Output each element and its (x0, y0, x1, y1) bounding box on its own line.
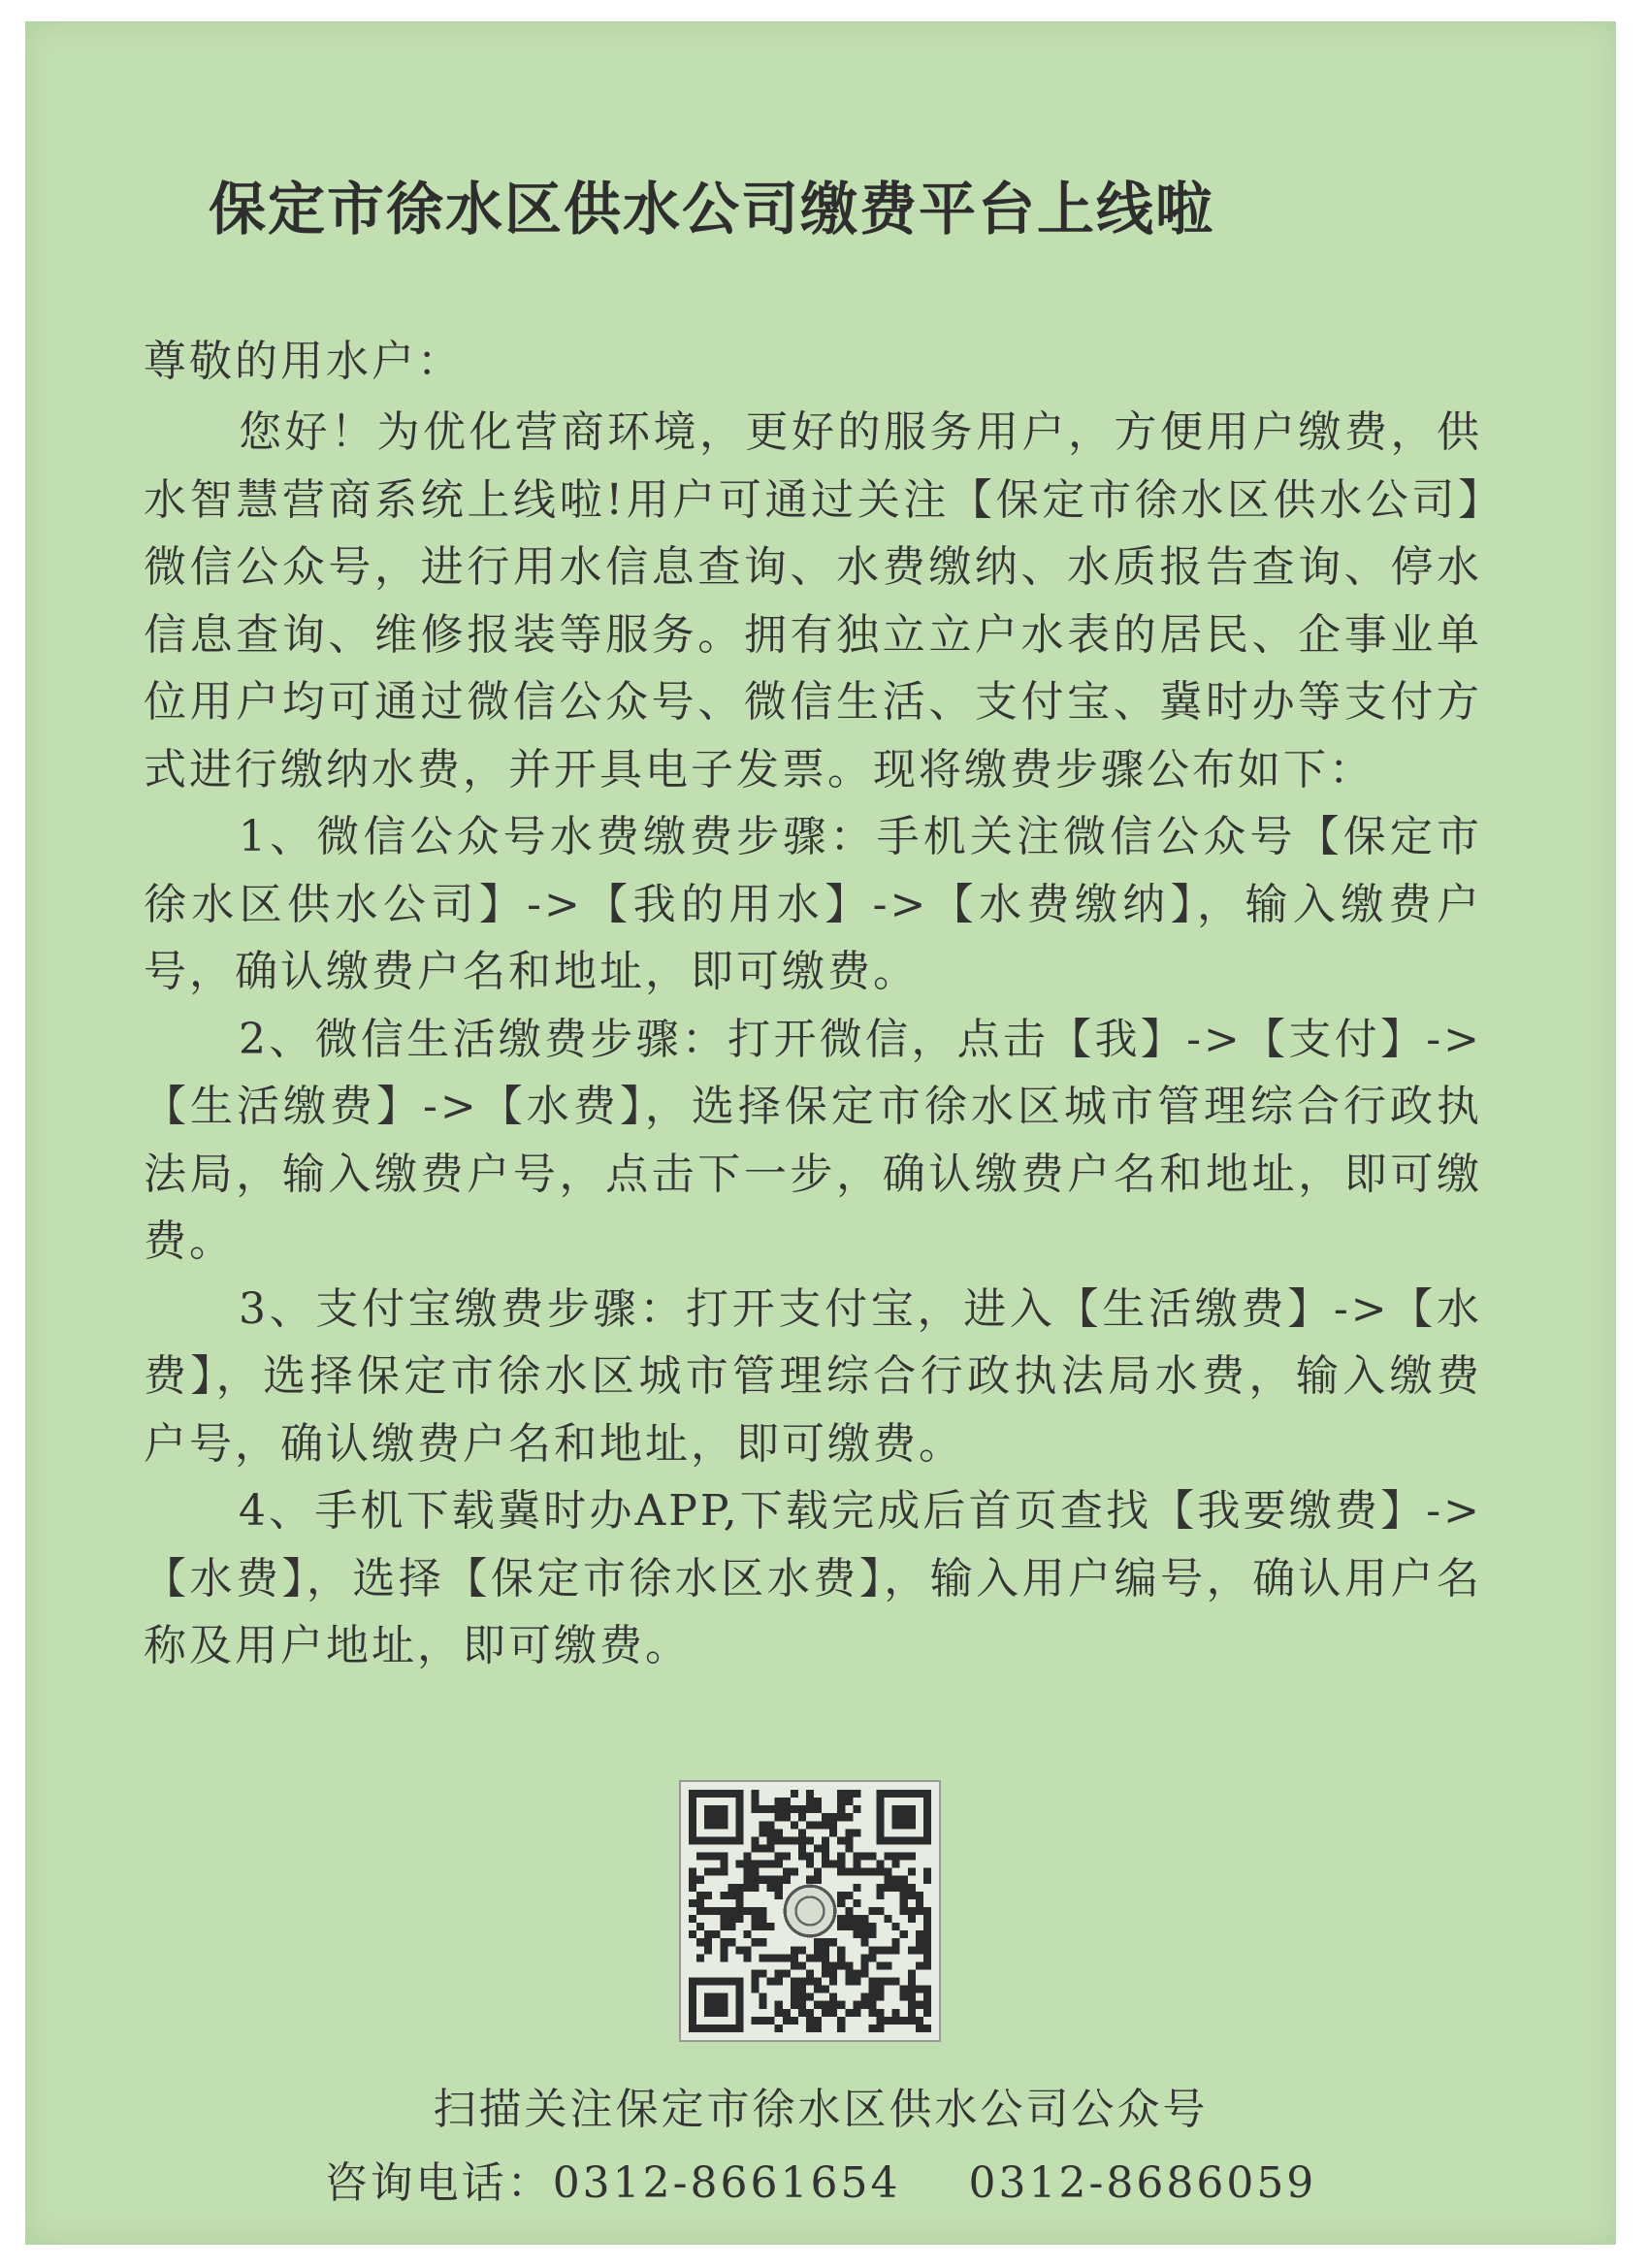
intro-paragraph: 您好！为优化营商环境，更好的服务用户，方便用户缴费，供水智慧营商系统上线啦!用户可通过关注【保定市徐水区供水公司】微信公众号，进行用水信息查询、水费缴纳、水质报告查询、停水信息查询、维修报装等服务。拥有独立立户水表的居民、企事业单位用户均可通过微信公众号、微信生活、支付宝、冀时办等支付方式进行缴纳水费，并开具电子发票。现将缴费步骤公布如下： (144, 407, 1482, 794)
phone-label: 咨询电话： (324, 2158, 553, 2208)
greeting: 尊敬的用水户： (144, 337, 463, 386)
step-wechat-official-account: 1、微信公众号水费缴费步骤：手机关注微信公众号【保定市徐水区供水公司】->【我的用水】->【水费缴纳】，输入缴费户号，确认缴费户名和地址，即可缴费。 (144, 812, 1482, 996)
contact-phone-line (25, 2148, 1616, 2210)
scan-instruction: 扫描关注保定市徐水区供水公司公众号 (433, 2085, 1209, 2134)
qr-code-icon (679, 1780, 941, 2042)
phone-number-2: 0312-8686059 (968, 2158, 1317, 2208)
phone-number-1: 0312-8661654 (552, 2158, 901, 2208)
page-title: 保定市徐水区供水公司缴费平台上线啦 (209, 176, 1215, 243)
notice-body (144, 399, 1482, 1680)
step-jishiban-app: 4、手机下载冀时办APP,下载完成后首页查找【我要缴费】->【水费】，选择【保定市徐水区水费】，输入用户编号，确认用户名称及用户地址，即可缴费。 (144, 1486, 1482, 1670)
step-alipay: 3、支付宝缴费步骤：打开支付宝，进入【生活缴费】->【水费】，选择保定市徐水区城市管理综合行政执法局水费，输入缴费户号，确认缴费户名和地址，即可缴费。 (144, 1283, 1482, 1469)
step-wechat-life: 2、微信生活缴费步骤：打开微信，点击【我】->【支付】->【生活缴费】->【水费】，选择保定市徐水区城市管理综合行政执法局，输入缴费户号，点击下一步，确认缴费户名和地址，即可缴费。 (144, 1014, 1482, 1266)
qr-code-graphic (681, 1782, 939, 2040)
